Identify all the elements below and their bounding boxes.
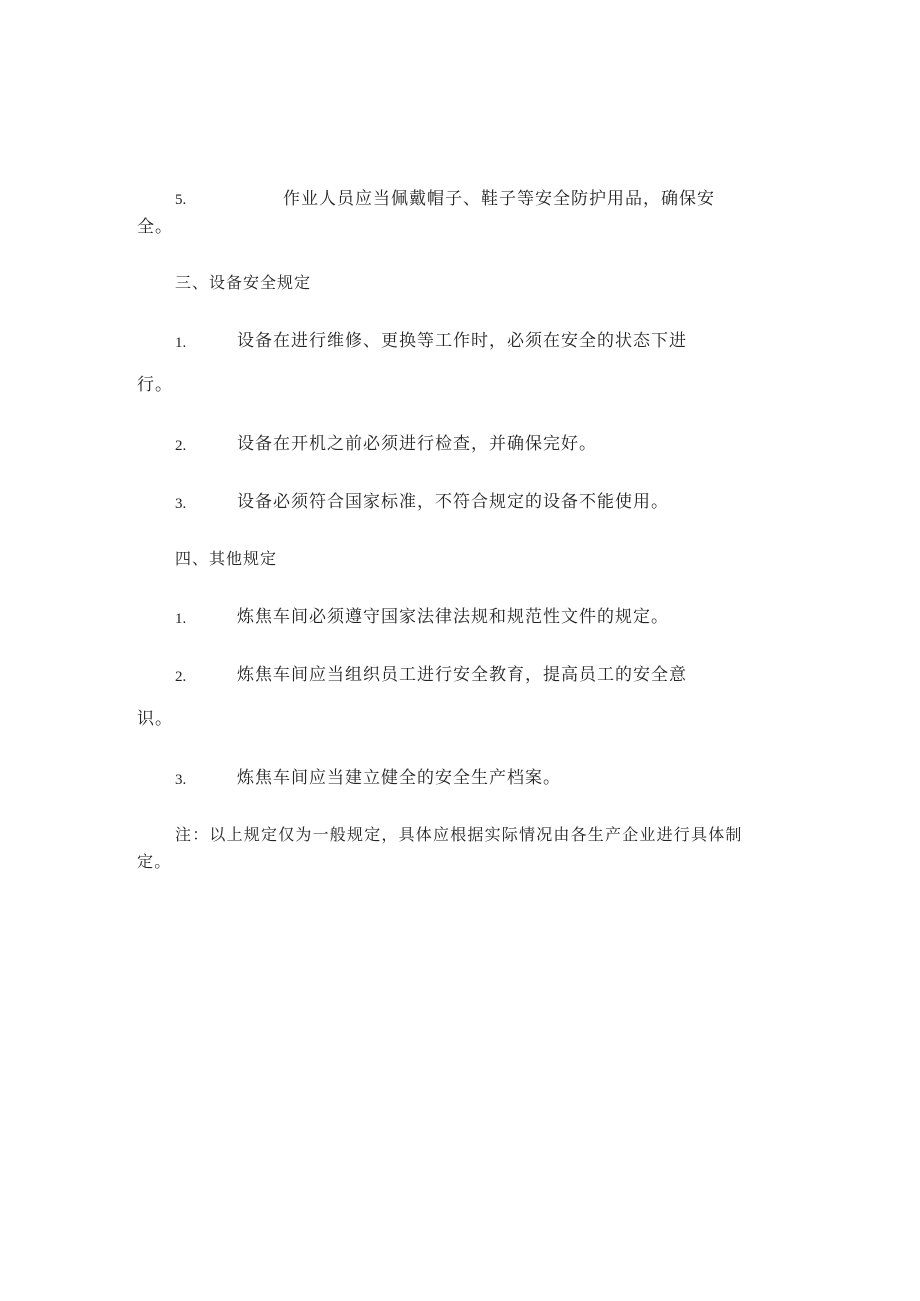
section-heading-other-rules: 四、其他规定 [175, 549, 278, 568]
item-number: 3. [175, 496, 187, 512]
item-number: 5. [175, 192, 187, 208]
item-text-line2: 识。 [137, 709, 173, 729]
item-number: 2. [175, 438, 187, 454]
item-number: 2. [175, 669, 187, 685]
item-number: 1. [175, 335, 187, 351]
item-text-line2: 行。 [137, 375, 173, 395]
item-number: 1. [175, 611, 187, 627]
item-text-line1: 作业人员应当佩戴帽子、鞋子等安全防护用品，确保安 [283, 189, 715, 209]
section-heading-equipment-safety: 三、设备安全规定 [175, 273, 312, 292]
item-number: 3. [175, 772, 187, 788]
item-text-line1: 炼焦车间应当组织员工进行安全教育，提高员工的安全意 [237, 665, 687, 685]
item-text-line2: 全。 [137, 217, 173, 237]
note-text-line2: 定。 [137, 852, 172, 871]
item-text-line1: 设备必须符合国家标准，不符合规定的设备不能使用。 [237, 492, 669, 512]
item-text-line1: 设备在开机之前必须进行检查，并确保完好。 [237, 434, 597, 454]
item-text-line1: 炼焦车间必须遵守国家法律法规和规范性文件的规定。 [237, 607, 669, 627]
item-text-line1: 炼焦车间应当建立健全的安全生产档案。 [237, 768, 561, 788]
item-text-line1: 设备在进行维修、更换等工作时，必须在安全的状态下进 [237, 331, 687, 351]
note-text-line1: 注：以上规定仅为一般规定，具体应根据实际情况由各生产企业进行具体制 [175, 825, 743, 844]
